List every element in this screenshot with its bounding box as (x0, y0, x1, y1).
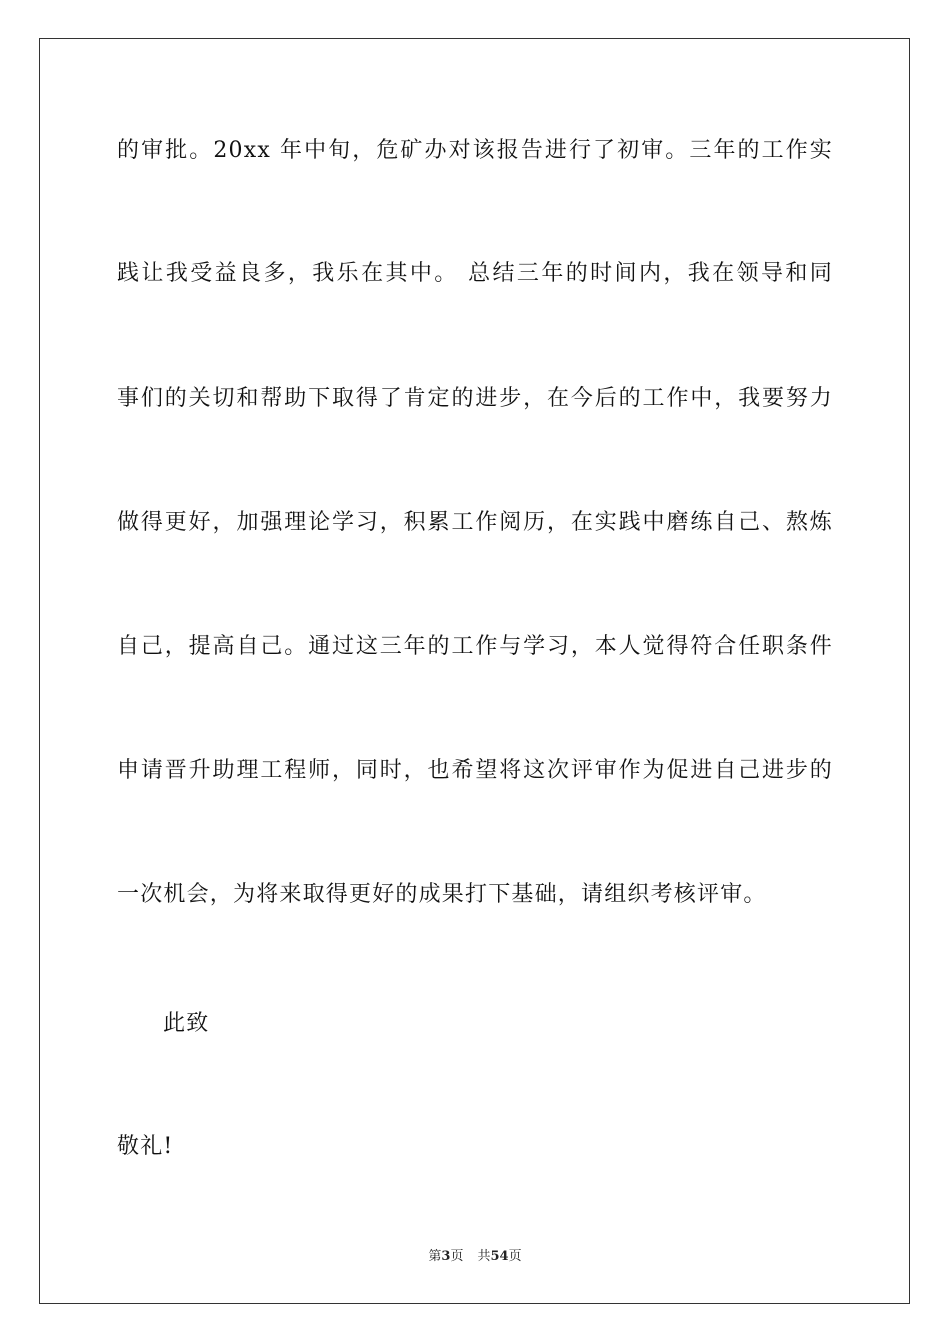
footer-current-page: 3 (441, 1249, 451, 1264)
body-line-6: 申请晋升助理工程师，同时，也希望将这次评审作为促进自己进步的 (117, 758, 833, 783)
body-line-4: 做得更好，加强理论学习，积累工作阅历，在实践中磨练自己、熬炼 (117, 510, 833, 535)
footer-page-suffix: 页 (450, 1249, 464, 1264)
body-line-7: 一次机会，为将来取得更好的成果打下基础，请组织考核评审。 (117, 882, 767, 907)
body-line-1: 的审批。20xx 年中旬，危矿办对该报告进行了初审。三年的工作实 (117, 138, 833, 163)
body-line-2: 践让我受益良多，我乐在其中。 总结三年的时间内，我在领导和同 (117, 261, 833, 286)
body-line-5: 自己，提高自己。通过这三年的工作与学习，本人觉得符合任职条件 (117, 634, 833, 659)
page-border (39, 38, 910, 1304)
footer-total-prefix: 共 (477, 1249, 491, 1264)
closing-regards: 敬礼! (117, 1134, 174, 1159)
footer-total-suffix: 页 (508, 1249, 522, 1264)
footer-total-pages: 54 (490, 1249, 509, 1264)
closing-salutation: 此致 (163, 1011, 210, 1036)
body-line-3: 事们的关切和帮助下取得了肯定的进步，在今后的工作中，我要努力 (117, 386, 833, 411)
page-footer (0, 1248, 950, 1266)
footer-prefix: 第 (428, 1249, 442, 1264)
